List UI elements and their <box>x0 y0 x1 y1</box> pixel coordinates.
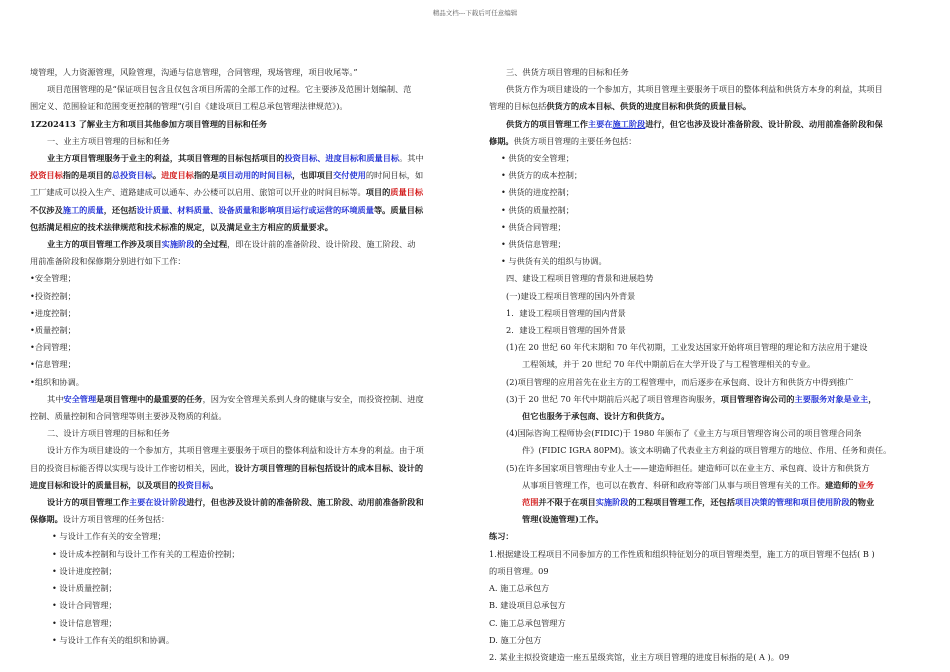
list-item: • 设计质量控制； <box>52 583 117 594</box>
list-item: • 设计合同管理； <box>52 600 117 611</box>
subsection-heading: 2．建设工程项目管理的国外背景 <box>506 325 626 336</box>
list-item: • 与设计工作有关的组织和协调。 <box>52 634 175 645</box>
list-item: • 设计进度控制； <box>52 565 117 576</box>
paragraph: 投资目标指的是项目的总投资目标。进度目标指的是项目动用的时间目标，也即项目交付使用的时间目标，如 <box>30 170 424 181</box>
paragraph: 从事项目管理工作，也可以在教育、科研和政府等部门从事与项目管理有关的工作。建造师的业务 <box>522 479 875 490</box>
list-item: •信息管理； <box>30 359 76 370</box>
question: 的项目管理。09 <box>489 565 549 576</box>
paragraph: 其中安全管理是项目管理中的最重要的任务，因为安全管理关系到人身的健康与安全，而投资控制、进度 <box>47 393 424 404</box>
paragraph: 供货方的项目管理工作主要在施工阶段进行，但它也涉及设计准备阶段、设计阶段、动用前准备阶段和保 <box>506 118 883 129</box>
list-item: • 设计成本控制和与设计工作有关的工程造价控制； <box>52 548 240 559</box>
paragraph: 围定义、范围验证和范围变更控制的管理”(引自《建设项目工程总承包管理法律规范》)。 <box>30 101 348 112</box>
list-item: •进度控制； <box>30 307 76 318</box>
section-heading: 四、建设工程项目管理的背景和进展趋势 <box>506 273 654 284</box>
section-heading: 二、设计方项目管理的目标和任务 <box>47 428 170 439</box>
list-item: • 与供货有关的组织与协调。 <box>501 256 607 267</box>
list-item: • 设计信息管理； <box>52 617 117 628</box>
paragraph: 工厂建成可以投入生产、道路建成可以通车、办公楼可以启用、旅馆可以开业的时间目标等。项目的质量目标 <box>30 187 424 198</box>
exercise-heading: 练习： <box>489 531 514 542</box>
paragraph: 工程领域，并于 20 世纪 70 年代中期前后在大学开设了与工程管理相关的专业。 <box>522 359 816 370</box>
list-item: • 供货的进度控制； <box>501 187 574 198</box>
list-item: •合同管理； <box>30 342 76 353</box>
paragraph: (4)国际咨询工程师协会(FIDIC)于 1980 年颁布了《业主方与项目管理咨询公司的项目管理合同条 <box>506 428 862 439</box>
answer-option: C. 施工总承包管理方 <box>489 617 566 628</box>
list-item: • 与设计工作有关的安全管理； <box>52 531 166 542</box>
list-item: • 供货的质量控制； <box>501 204 574 215</box>
paragraph: 供货方作为项目建设的一个参加方，其项目管理主要服务于项目的整体利益和供货方本身的利益，其项目 <box>506 84 883 95</box>
paragraph: 保修期。设计方项目管理的任务包括： <box>30 514 170 525</box>
left-column <box>30 64 470 649</box>
list-item: •质量控制； <box>30 325 76 336</box>
paragraph: 项目范围管理的是“保证项目包含且仅包含项目所需的全部工作的过程。它主要涉及范围计划编制、范 <box>47 84 412 95</box>
paragraph: (5)在许多国家项目管理由专业人士——建造师担任。建造师可以在业主方、承包商、设计方和供货方 <box>506 462 870 473</box>
section-code-heading: 1Z202413 了解业主方和项目其他参加方项目管理的目标和任务 <box>30 118 268 129</box>
paragraph: 不仅涉及施工的质量，还包括设计质量、材料质量、设备质量和影响项目运行或运营的环境质量等。质量目标 <box>30 204 424 215</box>
subsection-heading: 1．建设工程项目管理的国内背景 <box>506 307 626 318</box>
list-item: • 供货合同管理； <box>501 221 566 232</box>
paragraph: 包括满足相应的技术法律规范和技术标准的规定，以及满足业主方相应的质量要求。 <box>30 221 333 232</box>
paragraph: 业主方项目管理服务于业主的利益，其项目管理的目标包括项目的投资目标、进度目标和质量目标。其中 <box>47 153 424 164</box>
paragraph: 用前准备阶段和保修期分别进行如下工作： <box>30 256 186 267</box>
paragraph: 目的投资目标能否得以实现与设计工作密切相关，因此，设计方项目管理的目标包括设计的成本目标、设计的 <box>30 462 424 473</box>
list-item: • 供货方的成本控制； <box>501 170 583 181</box>
paragraph: (2)项目管理的应用首先在业主方的工程管理中，而后逐步在承包商、设计方和供货方中得到推广 <box>506 376 854 387</box>
right-column <box>489 64 917 666</box>
paragraph: 管理(设施管理)工作。 <box>522 514 604 525</box>
section-heading: 一、业主方项目管理的目标和任务 <box>47 135 170 146</box>
paragraph: 进度目标和设计的质量目标，以及项目的投资目标。 <box>30 479 219 490</box>
paragraph: 范围并不限于在项目实施阶段的工程项目管理工作，还包括项目决策的管理和项目使用阶段的物业 <box>522 497 875 508</box>
paragraph: 管理的目标包括供货方的成本目标、供货的进度目标和供货的质量目标。 <box>489 101 752 112</box>
paragraph: (3)于 20 世纪 70 年代中期前后兴起了项目管理咨询服务，项目管理咨询公司的主要服务对象是业主， <box>506 393 877 404</box>
section-heading: 三、供货方项目管理的目标和任务 <box>506 67 629 77</box>
question: 1.根据建设工程项目不同参加方的工作性质和组织特征划分的项目管理类型，施工方的项目管理不包括( B ) <box>489 548 875 559</box>
paragraph: 业主方的项目管理工作涉及项目实施阶段的全过程，即在设计前的准备阶段、设计阶段、施工阶段、动 <box>47 239 416 250</box>
list-item: • 供货的安全管理； <box>501 153 574 164</box>
subsection-heading: (一)建设工程项目管理的国内外背景 <box>506 290 636 301</box>
paragraph: 设计方的项目管理工作主要在设计阶段进行，但也涉及设计前的准备阶段、施工阶段、动用前准备阶段和 <box>47 497 424 508</box>
paragraph: 修期。供货方项目管理的主要任务包括： <box>489 135 637 146</box>
question: 2. 某业主拟投资建造一座五星级宾馆，业主方项目管理的进度目标指的是( A )。09 <box>489 651 790 662</box>
paragraph: (1)在 20 世纪 60 年代末期和 70 年代初期，工业发达国家开始将项目管理的理论和方法应用于建设 <box>506 342 868 353</box>
paragraph: 但它也服务于承包商、设计方和供货方。 <box>522 411 670 422</box>
answer-option: D. 施工分包方 <box>489 634 542 645</box>
page-header: 精品文档---下载后可任意编辑 <box>432 9 518 17</box>
list-item: •投资控制； <box>30 290 76 301</box>
paragraph: 设计方作为项目建设的一个参加方，其项目管理主要服务于项目的整体利益和设计方本身的利益。由于项 <box>47 445 424 456</box>
list-item: •组织和协调。 <box>30 376 84 387</box>
answer-option: A. 施工总承包方 <box>489 583 550 594</box>
list-item: •安全管理； <box>30 273 76 284</box>
paragraph: 控制、质量控制和合同管理等则主要涉及物质的利益。 <box>30 411 227 422</box>
paragraph: 境管理，人力资源管理，风险管理，沟通与信息管理，合同管理，现场管理，项目收尾等。” <box>30 67 358 77</box>
list-item: • 供货信息管理； <box>501 239 566 250</box>
answer-option: B. 建设项目总承包方 <box>489 600 566 611</box>
paragraph: 件》(FIDIC IGRA 80PM)。该文本明确了代表业主方利益的项目管理方的地位、作用、任务和责任。 <box>522 445 892 456</box>
